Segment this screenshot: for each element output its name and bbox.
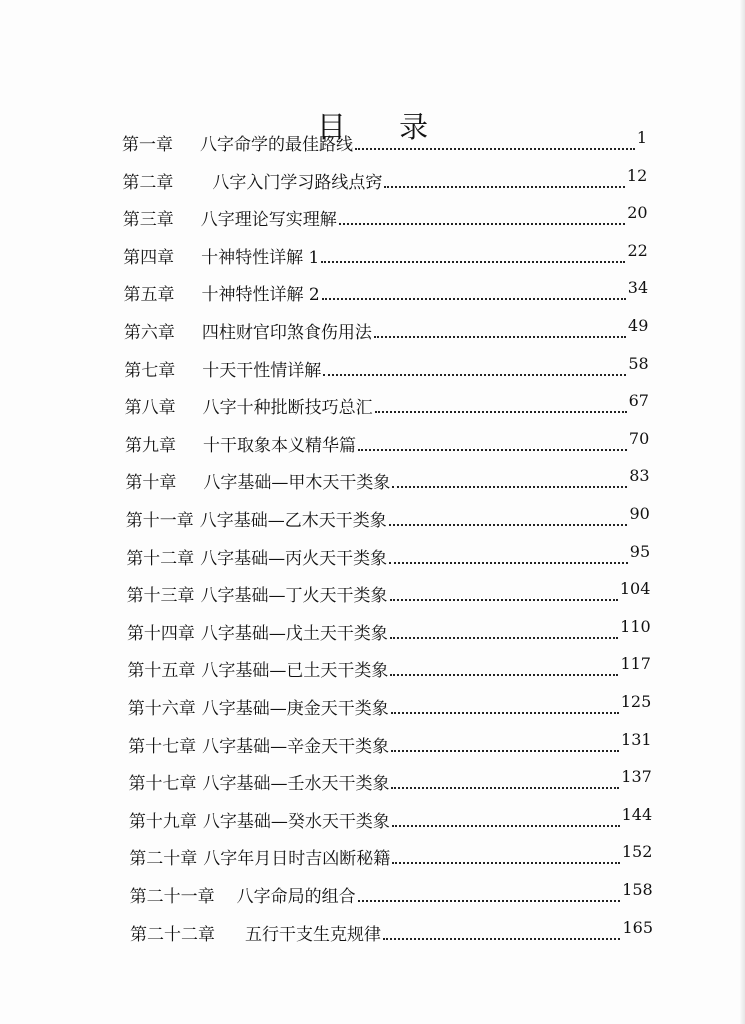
- toc-chapter-number: 第十四章: [126, 623, 195, 644]
- toc-entry[interactable]: [128, 769, 651, 799]
- toc-page-number: 90: [629, 504, 650, 523]
- toc-chapter-title: 八字基础—丁火天干类象: [200, 586, 388, 607]
- toc-chapter-title: 八字入门学习路线点窍: [212, 172, 383, 193]
- toc-chapter-number: 第二十二章: [130, 924, 215, 945]
- toc-dot-leader: [358, 900, 621, 902]
- toc-chapter-title: 八字基础—乙木天干类象: [199, 511, 387, 531]
- toc-page-number: 144: [621, 804, 653, 824]
- toc-entry[interactable]: [126, 616, 651, 649]
- toc-dot-leader: [374, 336, 626, 338]
- toc-chapter-title: 五行干支生克规律: [245, 924, 381, 945]
- toc-chapter-number: 第十章: [125, 473, 177, 494]
- toc-chapter-number: 第十七章: [128, 736, 197, 757]
- toc-entry[interactable]: [123, 240, 648, 273]
- toc-chapter-number: 第十二章: [126, 548, 195, 569]
- toc-chapter-title: 十神特性详解 2: [201, 285, 320, 306]
- table-of-contents: [0, 128, 745, 968]
- page-title: 目 录: [316, 110, 451, 145]
- toc-entry[interactable]: [125, 468, 649, 498]
- toc-chapter-title: 八字基础—已土天干类象: [201, 661, 389, 682]
- toc-dot-leader: [391, 787, 619, 789]
- toc-chapter-title: 八字基础—癸水天干类象: [202, 811, 390, 832]
- toc-page-number: 137: [621, 767, 652, 787]
- toc-entry[interactable]: [126, 506, 650, 536]
- toc-chapter-title: 八字十种批断技巧总汇: [202, 398, 373, 419]
- toc-page-number: 22: [627, 240, 648, 260]
- toc-chapter-number: 第六章: [123, 323, 175, 343]
- toc-chapter-number: 第十一章: [125, 511, 194, 531]
- toc-chapter-number: 第五章: [123, 285, 175, 306]
- toc-chapter-title: 十干取象本义精华篇: [203, 435, 357, 456]
- toc-dot-leader: [339, 223, 625, 225]
- toc-chapter-number: 第十七章: [128, 774, 197, 795]
- toc-dot-leader: [390, 637, 618, 639]
- toc-dot-leader: [383, 938, 620, 940]
- toc-page-number: 83: [629, 466, 650, 486]
- toc-page-number: 117: [620, 654, 651, 674]
- toc-dot-leader: [321, 261, 625, 263]
- toc-page-number: 152: [621, 842, 653, 862]
- toc-chapter-title: 八字基础—丙火天干类象: [200, 548, 388, 569]
- toc-page-number: 70: [628, 428, 650, 448]
- toc-chapter-title: 八字命局的组合: [236, 887, 356, 907]
- toc-chapter-number: 第七章: [124, 360, 176, 381]
- toc-entry[interactable]: [129, 844, 652, 874]
- toc-dot-leader: [323, 374, 626, 376]
- toc-entry[interactable]: [130, 917, 653, 950]
- toc-entry[interactable]: [128, 729, 652, 762]
- toc-entry[interactable]: [122, 130, 647, 160]
- toc-entry[interactable]: [128, 694, 652, 724]
- toc-dot-leader: [392, 486, 627, 488]
- toc-page-number: 104: [619, 579, 651, 599]
- toc-page-number: 34: [627, 278, 649, 298]
- toc-chapter-title: 四柱财官印煞食伤用法: [201, 323, 372, 343]
- toc-dot-leader: [358, 449, 627, 451]
- toc-entry[interactable]: [128, 804, 653, 837]
- toc-page-number: 110: [620, 616, 651, 636]
- toc-dot-leader: [390, 599, 618, 601]
- toc-page-number: 67: [628, 391, 649, 411]
- toc-page-number: 12: [626, 165, 648, 185]
- toc-chapter-number: 第一章: [122, 135, 173, 155]
- toc-chapter-title: 八字基础—庚金天干类象: [201, 699, 389, 719]
- toc-dot-leader: [322, 298, 626, 300]
- toc-chapter-title: 八字命学的最佳路线: [200, 135, 353, 155]
- toc-chapter-number: 第八章: [124, 398, 176, 419]
- toc-page-number: 49: [628, 316, 649, 335]
- toc-chapter-number: 第十五章: [127, 661, 196, 682]
- toc-chapter-number: 第九章: [125, 435, 177, 456]
- toc-chapter-title: 十天干性情详解: [202, 360, 322, 381]
- toc-entry[interactable]: [124, 318, 649, 348]
- toc-chapter-title: 八字基础—辛金天干类象: [202, 736, 390, 757]
- toc-page-number: 131: [621, 729, 652, 749]
- toc-entry[interactable]: [127, 656, 651, 686]
- toc-entry[interactable]: [122, 165, 648, 198]
- toc-dot-leader: [392, 825, 620, 827]
- toc-dot-leader: [391, 750, 619, 752]
- toc-chapter-number: 第十六章: [127, 699, 196, 719]
- toc-entry[interactable]: [124, 280, 649, 310]
- toc-entry[interactable]: [130, 882, 653, 912]
- toc-chapter-title: 八字基础—甲木天干类象: [203, 473, 391, 494]
- toc-page-number: 20: [627, 203, 648, 223]
- toc-chapter-title: 八字基础—壬水天干类象: [202, 774, 390, 795]
- toc-dot-leader: [355, 148, 635, 150]
- toc-chapter-number: 第二十章: [129, 849, 198, 870]
- toc-chapter-number: 第十九章: [128, 811, 197, 832]
- toc-chapter-title: 八字理论写实理解: [200, 210, 337, 231]
- toc-dot-leader: [375, 411, 627, 413]
- toc-page-number: 95: [629, 541, 651, 561]
- toc-chapter-title: 八字年月日时吉凶断秘籍: [203, 849, 391, 870]
- toc-page-number: 125: [620, 692, 652, 711]
- toc-dot-leader: [392, 862, 620, 864]
- toc-chapter-number: 第十三章: [126, 586, 195, 607]
- toc-dot-leader: [390, 674, 618, 676]
- toc-chapter-number: 第二章: [122, 172, 174, 193]
- toc-entry[interactable]: [125, 428, 650, 461]
- toc-page-number: 165: [622, 917, 653, 937]
- toc-chapter-title: 八字基础—戊土天干类象: [200, 623, 388, 644]
- toc-chapter-number: 第三章: [122, 210, 174, 231]
- toc-entry[interactable]: [125, 393, 649, 423]
- toc-entry[interactable]: [123, 205, 648, 235]
- toc-page-number: 158: [622, 880, 653, 899]
- toc-chapter-title: 十神特性详解 1: [201, 247, 320, 268]
- toc-chapter-number: 第二十一章: [129, 887, 215, 907]
- toc-entry[interactable]: [126, 541, 651, 574]
- toc-dot-leader: [389, 562, 628, 564]
- toc-dot-leader: [391, 712, 619, 714]
- toc-page-number: 1: [636, 128, 647, 147]
- toc-dot-leader: [389, 524, 628, 526]
- toc-chapter-number: 第四章: [123, 247, 175, 268]
- toc-entry[interactable]: [127, 581, 651, 611]
- toc-page-number: 58: [628, 353, 649, 373]
- toc-dot-leader: [384, 186, 625, 188]
- toc-entry[interactable]: [124, 353, 649, 386]
